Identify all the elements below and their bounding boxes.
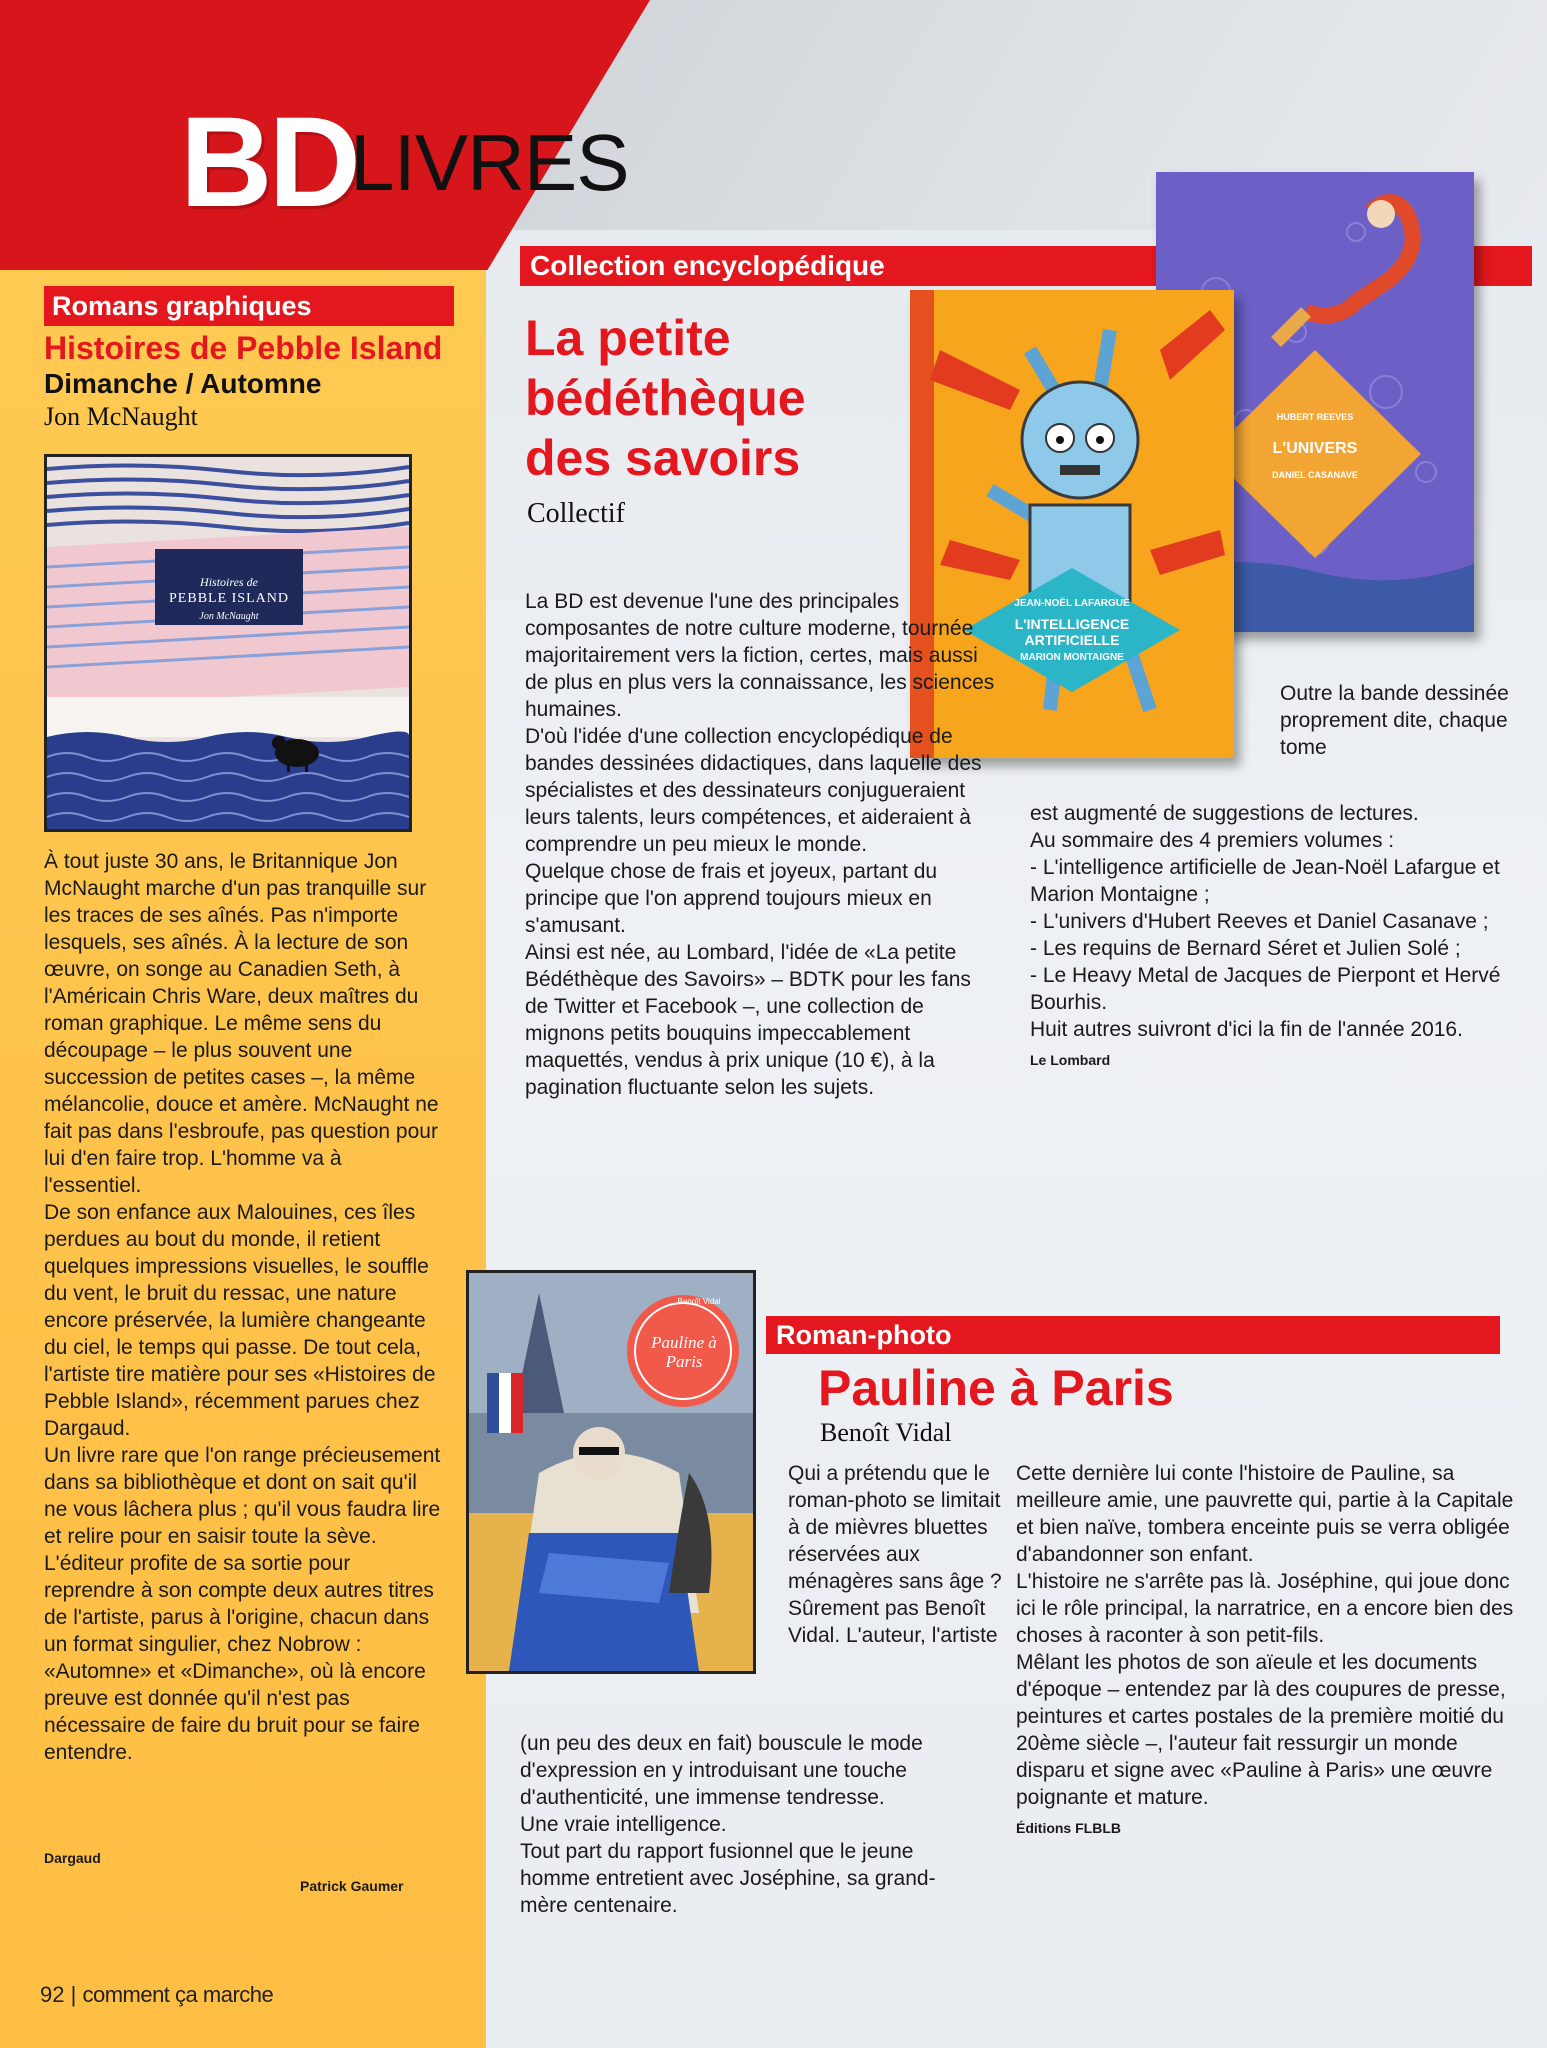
pebble-cover-title-small: Histoires de [200, 575, 258, 589]
page-footer [40, 1982, 273, 2008]
title-line: La petite [525, 310, 731, 366]
list-item: - Les requins de Bernard Séret et Julien Solé ; [1030, 937, 1461, 960]
title-line: des savoirs [525, 430, 801, 486]
encyclo-publisher: Le Lombard [1030, 1052, 1111, 1068]
left-article-body [44, 848, 444, 1766]
paragraph: Mêlant les photos de son aïeule et les documents d'époque – entendez par là des coupures de presse, peintures et cartes postales de la première moitié du 20ème siècle –, l'auteur fait ressurgir un monde disparu et signe avec «Pauline à Paris» une œuvre poignante et mature. [1016, 1651, 1506, 1809]
encyclo-section-label: Collection encyclopédique [520, 246, 1532, 286]
paragraph: Une vraie intelligence. [520, 1813, 727, 1836]
list-item: - L'univers d'Hubert Reeves et Daniel Casanave ; [1030, 910, 1489, 933]
paragraph: L'histoire ne s'arrête pas là. Joséphine, qui joue donc ici le rôle principal, la narratrice, en a encore bien des choses à raconter à son petit-fils. [1016, 1570, 1514, 1647]
romanphoto-body-right [1016, 1460, 1516, 1842]
romanphoto-title: Pauline à Paris [818, 1360, 1174, 1416]
romanphoto-body-start: Qui a prétendu que le roman-photo se limitait à de mièvres bluettes réservées aux ménagères sans âge ? Sûrement pas Benoît Vidal. L'auteur, l'artiste [788, 1462, 1002, 1647]
paragraph: Cette dernière lui conte l'histoire de Pauline, sa meilleure amie, une pauvrette qui, partie à la Capitale et bien naïve, tombera enceinte puis se verra obligée d'abandonner son enfant. [1016, 1462, 1514, 1566]
paragraph: Un livre rare que l'on range précieusement dans sa bibliothèque et dont on sait qu'il ne vous lâchera plus ; qu'il vous faudra lire et relire pour en saisir toute la sève. [44, 1444, 441, 1548]
ia-cover-authors-bottom: MARION MONTAIGNE [1020, 652, 1124, 663]
univers-cover-authors-top: HUBERT REEVES [1276, 412, 1354, 422]
left-article-author: Jon McNaught [44, 402, 198, 431]
pebble-island-cover [44, 454, 412, 832]
encyclo-body-continued [1030, 800, 1530, 1074]
paragraph: Au sommaire des 4 premiers volumes : [1030, 829, 1395, 852]
paragraph: De son enfance aux Malouines, ces îles perdues au bout du monde, il retient quelques impressions visuelles, le souffle du vent, le bruit du ressac, une nature encore préservée, la lumière changeante du ciel, le temps qui passe. De tout cela, l'artiste tire matière pour ses «Histoires de Pebble Island», récemment parues chez Dargaud. [44, 1201, 436, 1440]
pauline-cover-author: Benoît Vidal [677, 1297, 721, 1306]
list-item: - Le Heavy Metal de Jacques de Pierpont et Hervé Bourhis. [1030, 964, 1501, 1014]
pebble-cover-author: Jon McNaught [199, 611, 259, 622]
left-publisher: Dargaud [44, 1850, 101, 1866]
encyclo-side-text: Outre la bande dessinée proprement dite, chaque tome [1280, 682, 1509, 759]
paragraph: Huit autres suivront d'ici la fin de l'année 2016. [1030, 1018, 1463, 1041]
paragraph: À tout juste 30 ans, le Britannique Jon McNaught marche d'un pas tranquille sur les traces de ses aînés. Pas n'importe lesquels, ses aînés. À la lecture de son œuvre, on songe au Canadien Seth, à l'Américain Chris Ware, deux maîtres du roman graphique. Le même sens du découpage – le plus souvent une succession de petites cases –, la même mélancolie, douce et amère. McNaught ne fait pas dans l'esbroufe, pas question pour lui d'en faire trop. L'homme va à l'essentiel. [44, 850, 439, 1197]
pauline-cover-title: Pauline à Paris [651, 1333, 717, 1371]
ia-cover-title: L'INTELLIGENCE ARTIFICIELLE [1014, 616, 1130, 648]
encyclo-body [525, 588, 995, 1101]
paragraph: est augmenté de suggestions de lectures. [1030, 802, 1419, 825]
page-number: 92 [40, 1982, 65, 2007]
magazine-brand: comment ça marche [82, 1982, 274, 2007]
pebble-cover-title: PEBBLE ISLAND [169, 591, 289, 606]
univers-cover-authors-bottom: DANIEL CASANAVE [1272, 470, 1358, 480]
paragraph: L'éditeur profite de sa sortie pour reprendre à son compte deux autres titres de l'artiste, parus à l'origine, chacun dans un format singulier, chez Nobrow : «Automne» et «Dimanche», où là encore preuve est donnée qu'il n'est pas nécessaire de faire du bruit pour se faire entendre. [44, 1552, 434, 1764]
paragraph: Quelque chose de frais et joyeux, partant du principe que l'on apprend toujours mieux en s'amusant. [525, 860, 938, 937]
pauline-cover [466, 1270, 756, 1674]
footer-separator: | [70, 1982, 77, 2007]
logo-livres: LIVRES [350, 118, 629, 207]
left-article-subtitle: Dimanche / Automne [44, 368, 322, 399]
romanphoto-body-continued [520, 1730, 980, 1919]
paragraph: (un peu des deux en fait) bouscule le mode d'expression en y introduisant une touche d'authenticité, une immense tendresse. [520, 1732, 923, 1809]
univers-cover-title: L'UNIVERS [1272, 440, 1358, 457]
title-line: bédéthèque [525, 370, 806, 426]
ia-cover-authors-top: JEAN-NOËL LAFARGUE [1014, 598, 1130, 609]
left-section-label: Romans graphiques [44, 286, 454, 326]
romanphoto-author: Benoît Vidal [820, 1418, 952, 1447]
left-article-title: Histoires de Pebble Island [44, 330, 443, 366]
section-logo [180, 91, 629, 234]
encyclo-author: Collectif [527, 498, 625, 529]
romanphoto-publisher: Éditions FLBLB [1016, 1820, 1121, 1836]
left-signature: Patrick Gaumer [300, 1878, 404, 1894]
paragraph: D'où l'idée d'une collection encyclopédique de bandes dessinées didactiques, dans laquelle des spécialistes et des dessinateurs conjugueraient leurs talents, leurs compétences, et aideraient à comprendre un peu mieux le monde. [525, 725, 982, 856]
paragraph: La BD est devenue l'une des principales composantes de notre culture moderne, tournée majoritairement vers la fiction, certes, mais aussi de plus en plus vers la connaissance, les sciences humaines. [525, 590, 995, 721]
romanphoto-section-label: Roman-photo [766, 1316, 1500, 1354]
list-item: - L'intelligence artificielle de Jean-Noël Lafargue et Marion Montaigne ; [1030, 856, 1500, 906]
encyclo-title [525, 308, 806, 488]
paragraph: Ainsi est née, au Lombard, l'idée de «La petite Bédéthèque des Savoirs» – BDTK pour les fans de Twitter et Facebook –, une collection de mignons petits bouquins impeccablement maquettés, vendus à prix unique (10 €), à la pagination fluctuante selon les sujets. [525, 941, 971, 1099]
paragraph: Tout part du rapport fusionnel que le jeune homme entretient avec Joséphine, sa grand-mère centenaire. [520, 1840, 936, 1917]
logo-bd: BD [180, 91, 357, 234]
